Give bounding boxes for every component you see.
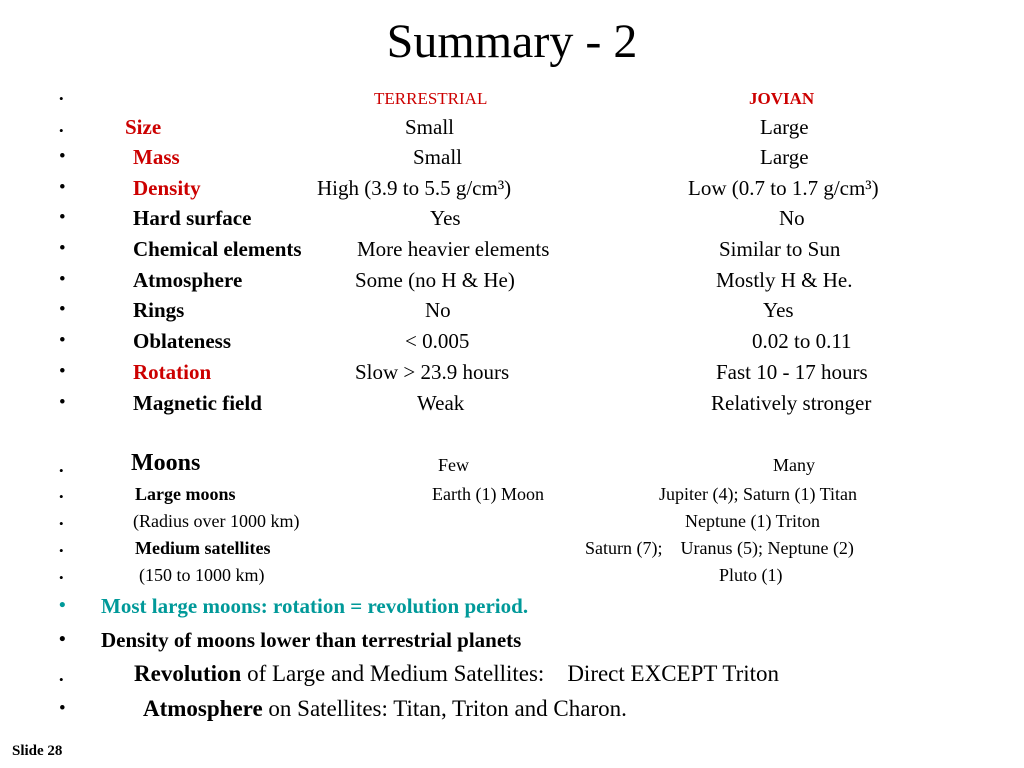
note-density: Density of moons lower than terrestrial planets xyxy=(101,628,522,652)
bullet-icon: • xyxy=(59,489,64,504)
note-revolution-text: of Large and Medium Satellites: Direct EXCEPT Triton xyxy=(241,661,780,686)
terrestrial-value: Slow > 23.9 hours xyxy=(355,360,510,384)
large-moons-terrestrial: Earth (1) Moon xyxy=(432,484,544,504)
property-label: Hard surface xyxy=(133,206,252,230)
bullet-icon: • xyxy=(59,177,66,198)
terrestrial-value: High (3.9 to 5.5 g/cm³) xyxy=(317,176,512,200)
jovian-value: Large xyxy=(760,145,809,169)
bullet-icon: • xyxy=(59,330,66,351)
jovian-value: No xyxy=(779,206,805,230)
property-label: Atmosphere xyxy=(133,268,243,292)
note-rotation-revolution: Most large moons: rotation = revolution period. xyxy=(101,594,529,618)
jovian-value: Low (0.7 to 1.7 g/cm³) xyxy=(688,176,879,200)
note-revolution-label: Revolution xyxy=(134,661,242,686)
jovian-value: 0.02 to 0.11 xyxy=(752,329,852,353)
moons-jovian-value: Many xyxy=(773,455,815,475)
medium-satellites-label: Medium satellites xyxy=(135,538,271,558)
terrestrial-value: More heavier elements xyxy=(357,237,550,261)
bullet-icon: • xyxy=(59,672,64,687)
terrestrial-value: Some (no H & He) xyxy=(355,268,515,292)
bullet-icon: • xyxy=(59,299,66,320)
note-atmosphere-text: on Satellites: Titan, Triton and Charon. xyxy=(262,696,627,721)
property-label: Rings xyxy=(133,298,185,322)
bullet-icon: • xyxy=(59,570,64,585)
jovian-value: Similar to Sun xyxy=(719,237,841,261)
bullet-icon: • xyxy=(59,698,66,719)
bullet-icon: • xyxy=(59,543,64,558)
property-label: Magnetic field xyxy=(133,391,262,415)
bullet-icon: • xyxy=(59,238,66,259)
medium-satellites-jovian: Saturn (7); Uranus (5); Neptune (2) xyxy=(585,538,854,558)
terrestrial-value: Yes xyxy=(430,206,461,230)
bullet-icon: • xyxy=(59,392,66,413)
large-moons-label: Large moons xyxy=(135,484,236,504)
large-moons-jovian-continued: Neptune (1) Triton xyxy=(685,511,820,531)
jovian-value: Mostly H & He. xyxy=(716,268,853,292)
moons-terrestrial-value: Few xyxy=(438,455,469,475)
bullet-icon: • xyxy=(59,146,66,167)
terrestrial-value: Weak xyxy=(417,391,465,415)
bullet-icon: • xyxy=(59,361,66,382)
property-label: Chemical elements xyxy=(133,237,302,261)
jovian-value: Yes xyxy=(763,298,794,322)
jovian-value: Fast 10 - 17 hours xyxy=(716,360,868,384)
note-atmosphere-label: Atmosphere xyxy=(143,696,263,721)
property-label: Size xyxy=(125,115,162,139)
slide-number: Slide 28 xyxy=(12,743,63,759)
large-moons-radius-note: (Radius over 1000 km) xyxy=(133,511,300,531)
bullet-icon: • xyxy=(59,629,66,650)
property-label: Mass xyxy=(133,145,180,169)
terrestrial-value: Small xyxy=(413,145,463,169)
property-label: Rotation xyxy=(133,360,212,384)
property-label: Density xyxy=(133,176,201,200)
jovian-value: Relatively stronger xyxy=(711,391,872,415)
terrestrial-value: < 0.005 xyxy=(405,329,470,353)
note-revolution xyxy=(134,660,779,688)
moons-label: Moons xyxy=(131,450,201,476)
property-label: Oblateness xyxy=(133,329,232,353)
terrestrial-value: Small xyxy=(405,115,455,139)
bullet-icon: • xyxy=(59,91,64,106)
slide-title: Summary - 2 xyxy=(386,15,638,68)
bullet-icon: • xyxy=(59,207,66,228)
terrestrial-value: No xyxy=(425,298,451,322)
column-header-terrestrial: TERRESTRIAL xyxy=(374,89,488,108)
bullet-icon: • xyxy=(59,463,64,478)
note-atmosphere xyxy=(143,695,627,723)
bullet-icon: • xyxy=(59,595,66,616)
bullet-icon: • xyxy=(59,269,66,290)
column-header-jovian: JOVIAN xyxy=(749,89,815,108)
bullet-icon: • xyxy=(59,123,64,138)
medium-satellites-jovian-continued: Pluto (1) xyxy=(719,565,783,585)
jovian-value: Large xyxy=(760,115,809,139)
large-moons-jovian: Jupiter (4); Saturn (1) Titan xyxy=(659,484,857,504)
bullet-icon: • xyxy=(59,516,64,531)
medium-satellites-radius-note: (150 to 1000 km) xyxy=(139,565,265,585)
